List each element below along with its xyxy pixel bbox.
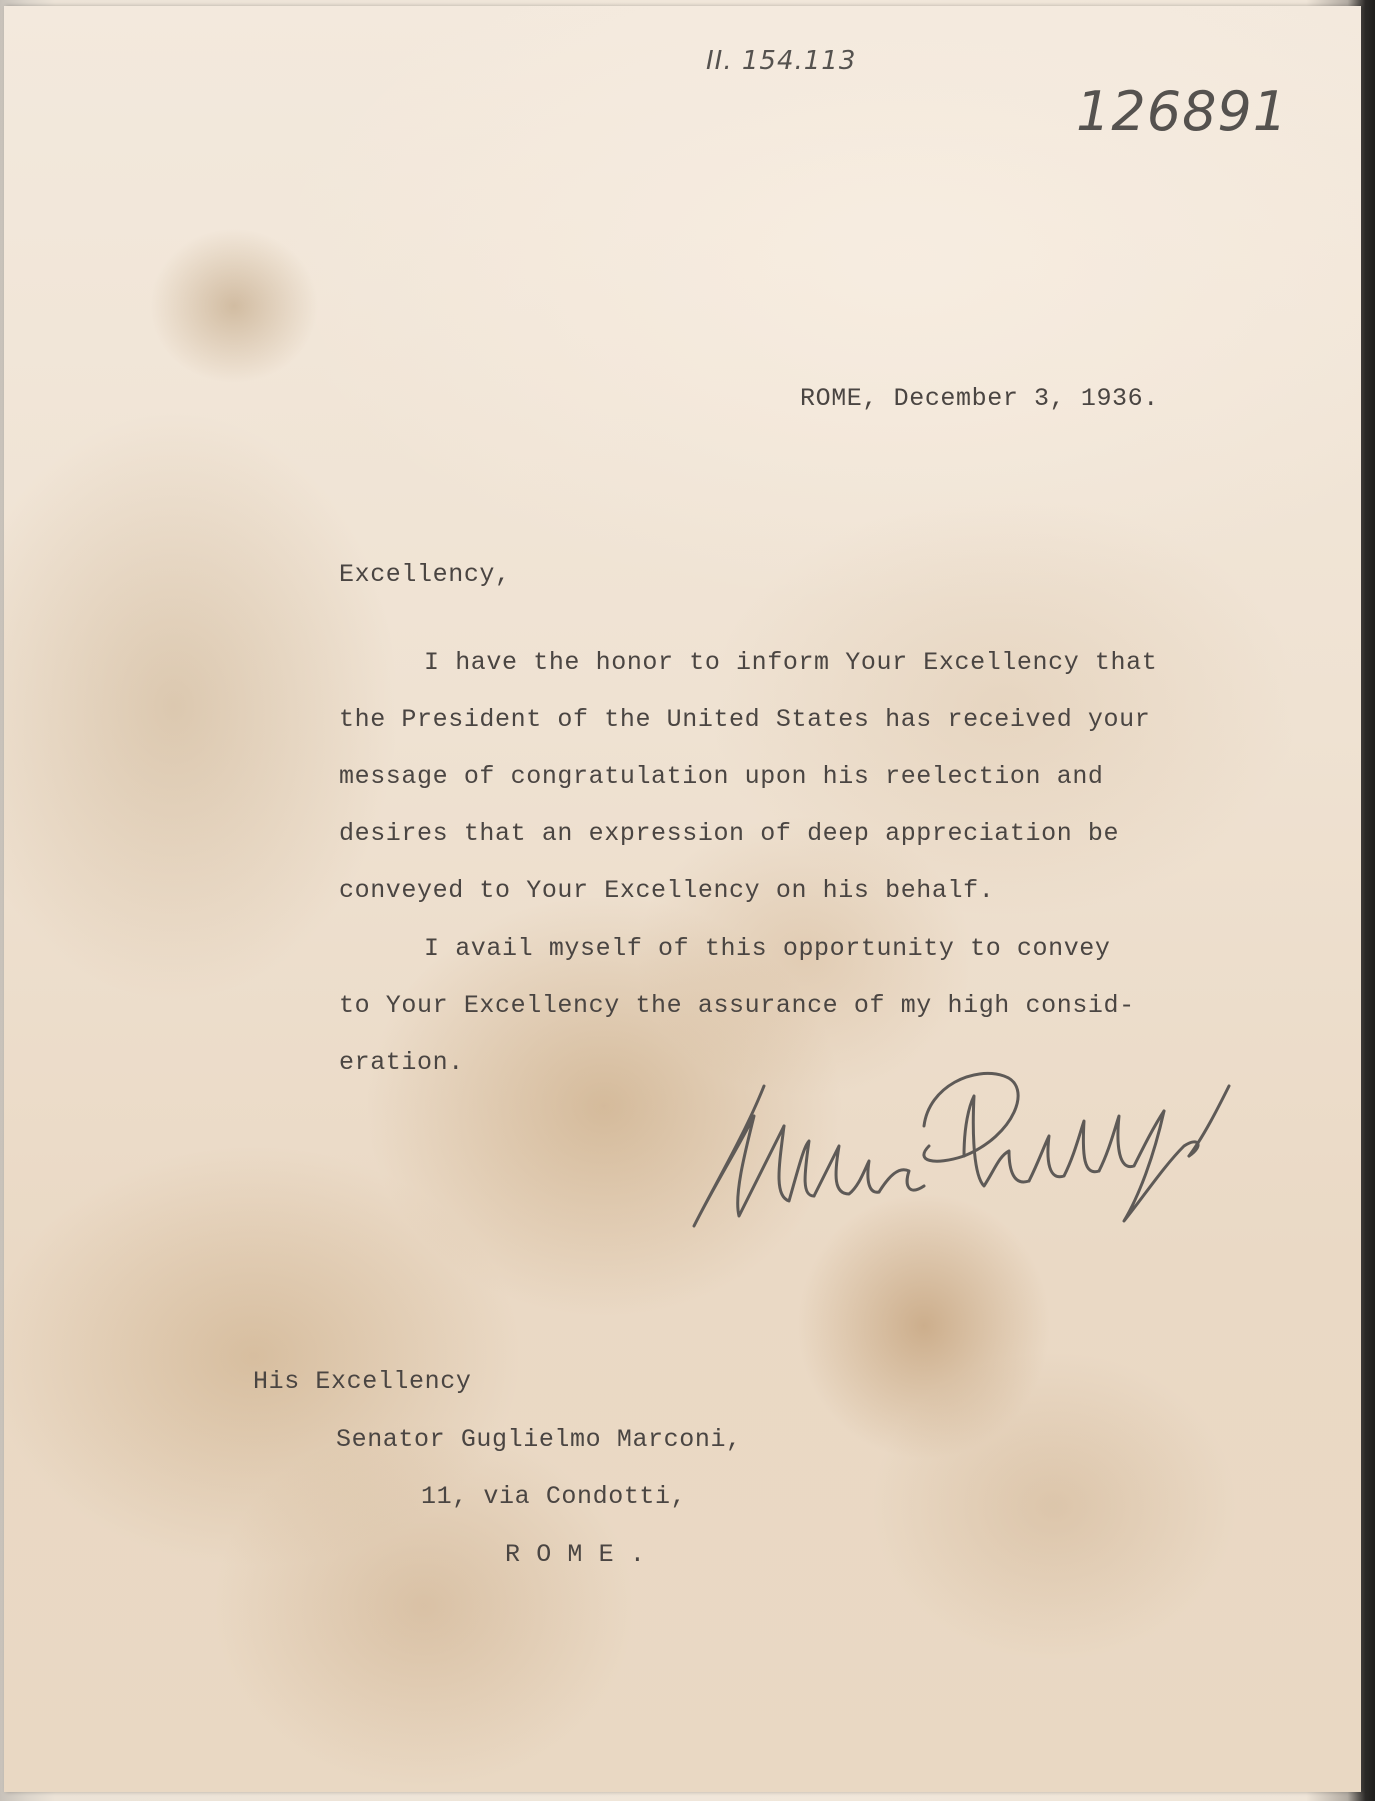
letter-sheet <box>4 6 1361 1792</box>
addressee-name: Senator Guglielmo Marconi, <box>336 1425 742 1454</box>
body-line: to Your Excellency the assurance of my high consid- <box>339 991 1135 1020</box>
body-line: eration. <box>339 1048 464 1077</box>
addressee-city: R O M E . <box>505 1540 646 1569</box>
archive-number: 126891 <box>1076 80 1289 143</box>
dateline: ROME, December 3, 1936. <box>800 384 1159 413</box>
archive-reference: II. 154.113 <box>706 46 857 76</box>
addressee-title: His Excellency <box>253 1367 472 1396</box>
body-line: conveyed to Your Excellency on his behalf. <box>339 876 995 905</box>
body-line: desires that an expression of deep appreciation be <box>339 819 1120 848</box>
body-line: I have the honor to inform Your Excellency that <box>424 648 1158 677</box>
salutation: Excellency, <box>339 560 511 589</box>
addressee-street: 11, via Condotti, <box>421 1482 687 1511</box>
body-line: I avail myself of this opportunity to convey <box>424 934 1111 963</box>
signature <box>684 1046 1244 1246</box>
body-line: the President of the United States has received your <box>339 705 1151 734</box>
body-line: message of congratulation upon his reelection and <box>339 762 1104 791</box>
